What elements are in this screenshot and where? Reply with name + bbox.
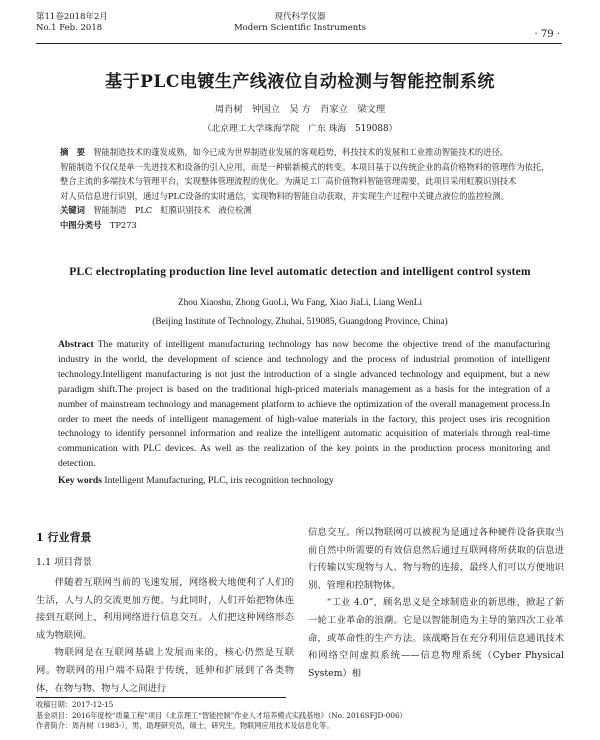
journal-name <box>0 12 600 34</box>
abstract-cn-line: 智能制造不仅仅是单一先进技术和设备的引入应用，而是一种崭新模式的转变。本项目基于以传统企业的高价格物料的管理作为依托， <box>60 161 550 172</box>
authors-en: Zhou Xiaoshu, Zhong GuoLi, Wu Fang, Xiao JiaLi, Liang WenLi <box>177 298 423 308</box>
abstract-cn-line: 对人员信息进行识别，通过与PLC设备的实时通信，实现物料的智能自动获取，并实现生产过程中关键点液位的监控检测。 <box>60 190 509 201</box>
keywords-en: Intelligent Manufacturing, PLC, iris recognition technology <box>104 475 334 487</box>
received-date: 收稿日期：2017-12-15 <box>36 700 114 709</box>
author-bio: 作者简介：周肖树（1983-），男，助理研究员，硕士，研究生，物联网应用技术及信息化等。 <box>36 721 334 730</box>
journal-name-cn: 现代科学仪器 <box>274 12 326 22</box>
title-cn: 基于PLC电镀生产线液位自动检测与智能控制系统 <box>105 72 495 92</box>
abstract-en-label: Abstract <box>58 339 94 350</box>
abstract-cn <box>60 145 550 232</box>
body-paragraph: 伴随着互联网当前的飞速发展，网络极大地便利了人们的生活，人与人的交流更加方便。与此同时，人们开始把物体连接到互联网上，利用网络进行信息交互。人们把这种网络形态成为物联网。 <box>36 577 294 641</box>
title-en: PLC electroplating production line level automatic detection and intelligent control system <box>69 266 531 278</box>
abstract-en <box>58 338 550 489</box>
abstract-cn-label: 摘 要 <box>60 147 85 157</box>
section-title: 1 行业背景 <box>36 531 92 544</box>
keywords-cn: 关键词 智能制造 PLC 虹膜识别技术 液位检测 <box>60 205 252 215</box>
subsection-title: 1.1 项目背景 <box>36 557 93 568</box>
journal-name-en: Modern Scientific Instruments <box>233 23 367 33</box>
page-number: · 79 · <box>534 29 560 40</box>
abstract-cn-line: 摘 要 智能制造技术的蓬发成熟，如今已成为世界制造业发展的客观趋势，科技技术的发展和工业推动智能技术的进径。 <box>60 147 509 157</box>
body-paragraph: 物联网是在互联网基础上发展而来的，核心仍然是互联网。物联网的用户端不局限于传统，延伸和扩展到了各类物体，在物与物、物与人之间进行 <box>36 647 294 694</box>
abstract-en-text: The maturity of intelligent manufacturing technology has now become the objective trend of the manufacturing industry in the world, the development of science and technology and the process of industrial promotion of intelligent technology.Intelligent manufacturing is not just the introduction of a single advanced technology and equipment, but a new paradigm shift.The project is based on the traditional high-priced materials management as a basis for the integration of a number of mainstream technology and management platform to achieve the optimization of the overall management process.In order to meet the needs of intelligent management of high-value materials in the factory, this project uses iris recognition technology to identify personnel information and realize the intelligent automatic acquisition of materials through real-time communication with PLC devices. As well as the realization of the key points in the production process monitoring and detection. <box>58 339 550 470</box>
body-left-column <box>36 574 294 697</box>
footnote-rule <box>36 697 286 698</box>
body-paragraph: 信息交互。所以物联网可以被视为是通过各种硬件设备获取当前自然中所需要的有效信息然后通过互联网将所获取的信息进行传输以实现物与人、物与物的连接，最终人们可以方便地识别、管理和控制物体。 <box>308 527 564 591</box>
keywords-en-label: Key words <box>58 475 102 487</box>
affiliation-en: (Beijing Institute of Technology, Zhuhai, 519085, Guangdong Province, China) <box>152 317 448 327</box>
header-rule <box>36 43 562 44</box>
authors-cn: 周肖树 钟国立 吴 方 肖家立 梁文理 <box>214 104 386 115</box>
funding: 基金项目：2016年度校“质量工程”项目《北京理工“智能控制”作业人才培养模式实践基地》（No. 2016SFJD-006） <box>36 710 407 720</box>
clc-cn: 中图分类号 TP273 <box>60 219 137 230</box>
affiliation-cn: （北京理工大学珠海学院 广东 珠海 519088） <box>202 124 398 134</box>
body-right-column <box>308 524 564 682</box>
footnote <box>36 700 562 732</box>
body-paragraph: “工业 4.0”，顾名思义是全球制造业的新思维，掀起了新一轮工业革命的浪潮。它是以智能制造为主导的第四次工业革命，或革命性的生产方法。该战略旨在充分利用信息通讯技术和网络空间虚拟系统——信息物理系统（Cyber Physical System）相 <box>308 597 564 679</box>
journal-issue-cn: 第11卷2018年2月 <box>36 12 108 22</box>
abstract-cn-line: 整合主流的多端技术与管理平台，实现整体管理流程的优化。为满足工厂高价值物料智能管理需要，此项目采用虹膜识别技术 <box>60 176 517 186</box>
journal-issue-en: No.1 Feb. 2018 <box>36 23 103 33</box>
